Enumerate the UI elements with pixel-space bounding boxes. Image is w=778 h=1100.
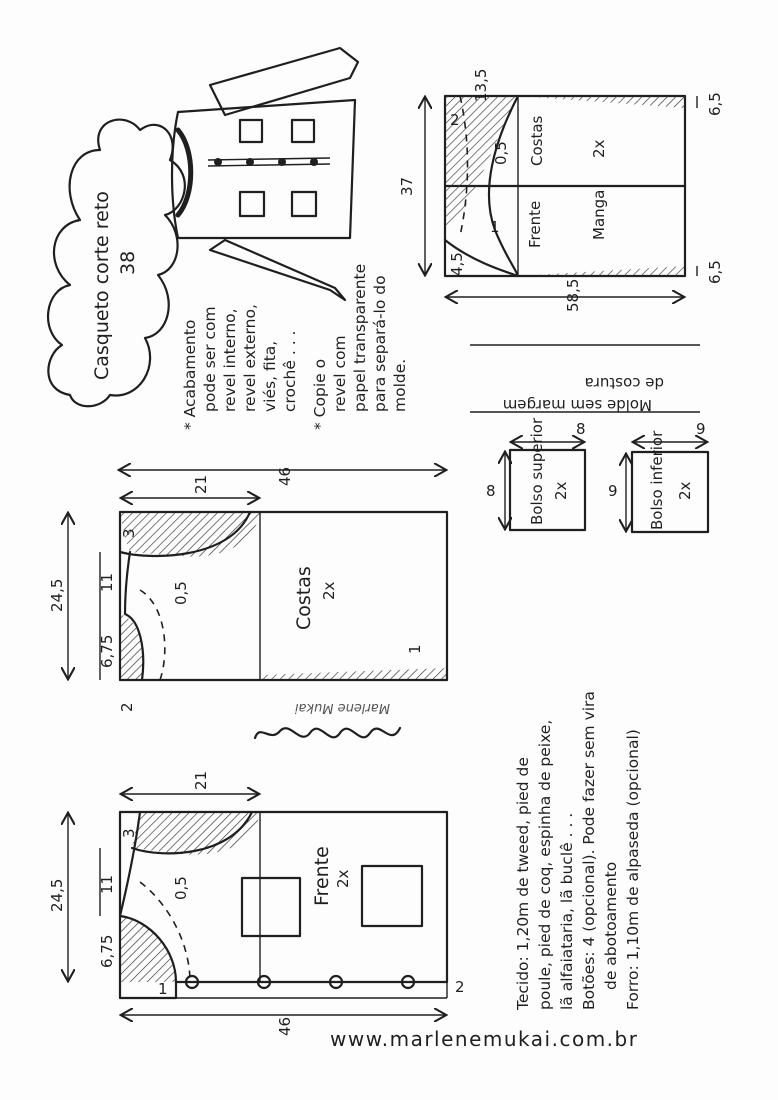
pocket-upper-w: 8 — [576, 420, 586, 438]
materials-line-1: Tecido: 1,20m de tweed, pied de — [514, 757, 532, 1010]
sleeve-height: 37 — [398, 176, 416, 196]
pocket-lower — [608, 420, 708, 532]
front-neck-depth: 3 — [120, 828, 138, 838]
back-armhole: 11 — [98, 572, 116, 592]
pocket-upper-qty: 2x — [552, 481, 570, 500]
note-copy-5: molde. — [391, 358, 409, 412]
materials-block — [514, 691, 642, 1011]
note-copy-4: para separá-lo do — [371, 275, 389, 412]
title-text: Casqueto corte reto — [91, 191, 113, 380]
signature — [255, 700, 400, 738]
notes-block — [181, 264, 409, 430]
front-hem: 1 — [158, 980, 168, 998]
front-neck: 6,75 — [98, 934, 116, 968]
note-finishing-5: viés, fita, — [261, 340, 279, 412]
sleeve-curve-back: 2 — [450, 111, 460, 129]
materials-line-3: lã alfaiataria, lã buclê . . . — [558, 812, 576, 1010]
front-shoulder: 21 — [192, 770, 210, 790]
back-neck-depth: 3 — [120, 528, 138, 538]
pocket-upper — [486, 417, 586, 530]
front-length: 46 — [276, 1016, 294, 1036]
back-neck: 6,75 — [98, 634, 116, 668]
front-label: Frente — [311, 846, 333, 906]
back-length: 46 — [276, 466, 294, 486]
seam-note-line2: de costura — [584, 374, 664, 392]
sleeve-pattern — [398, 69, 724, 312]
materials-line-2: poule, pied de coq, espinha de peixe, — [536, 719, 554, 1010]
front-width: 24,5 — [48, 878, 66, 912]
sleeve-hem-top: 6,5 — [706, 92, 724, 116]
back-qty: 2x — [320, 581, 338, 600]
pocket-upper-name: Bolso superior — [528, 417, 546, 525]
sleeve-curve-front: 1 — [490, 218, 500, 236]
sleeve-hem-bottom: 6,5 — [706, 260, 724, 284]
front-piece — [48, 771, 465, 1036]
title-size: 38 — [117, 250, 139, 275]
note-copy-2: revel com — [331, 335, 349, 412]
pocket-lower-h: 9 — [608, 482, 618, 500]
front-center: 2 — [455, 978, 465, 996]
back-center: 2 — [118, 702, 136, 712]
front-seam-mark: 0,5 — [172, 876, 190, 900]
note-finishing-2: pode ser com — [201, 306, 219, 412]
sleeve-width: 58,5 — [564, 278, 582, 312]
note-finishing-6: crochê . . . — [281, 330, 299, 412]
sleeve-label-front: Frente — [526, 200, 544, 248]
title-cloud — [48, 120, 185, 407]
note-copy-1: * Copie o — [311, 358, 329, 430]
note-finishing-3: revel interno, — [221, 308, 239, 412]
back-shoulder: 21 — [192, 474, 210, 494]
note-finishing-1: * Acabamento — [181, 319, 199, 430]
website-text: www.marlenemukai.com.br — [330, 1027, 639, 1051]
materials-line-6: Forro: 1,10m de alpaseda (opcional) — [624, 729, 642, 1010]
back-seam-mark: 0,5 — [172, 581, 190, 605]
signature-text: Marlene Mukai — [294, 700, 390, 715]
back-label: Costas — [293, 566, 315, 630]
sleeve-seam-mark: 0,5 — [492, 141, 510, 165]
pocket-upper-h: 8 — [486, 482, 496, 500]
sleeve-label-qty: 2x — [590, 139, 608, 158]
seam-note — [470, 345, 700, 414]
sleeve-top: 13,5 — [472, 68, 490, 102]
pocket-lower-w: 9 — [696, 420, 706, 438]
front-qty: 2x — [334, 869, 352, 888]
jacket-sketch — [172, 48, 358, 300]
pocket-lower-name: Bolso inferior — [648, 430, 666, 530]
note-copy-3: papel transparente — [351, 263, 369, 412]
back-hem: 1 — [406, 644, 424, 654]
seam-note-line1: Molde sem margem — [502, 396, 652, 414]
front-armhole: 11 — [98, 874, 116, 894]
sleeve-label-back: Costas — [528, 115, 546, 166]
back-piece — [48, 467, 447, 712]
sleeve-left-bottom: 4,5 — [448, 252, 466, 276]
note-finishing-4: revel externo, — [241, 304, 259, 412]
pocket-lower-qty: 2x — [676, 481, 694, 500]
sleeve-label-name: Manga — [590, 189, 608, 240]
materials-line-4: Botões: 4 (opcional). Pode fazer sem vira — [580, 691, 598, 1010]
materials-line-5: de abotoamento — [602, 861, 620, 990]
back-width: 24,5 — [48, 578, 66, 612]
